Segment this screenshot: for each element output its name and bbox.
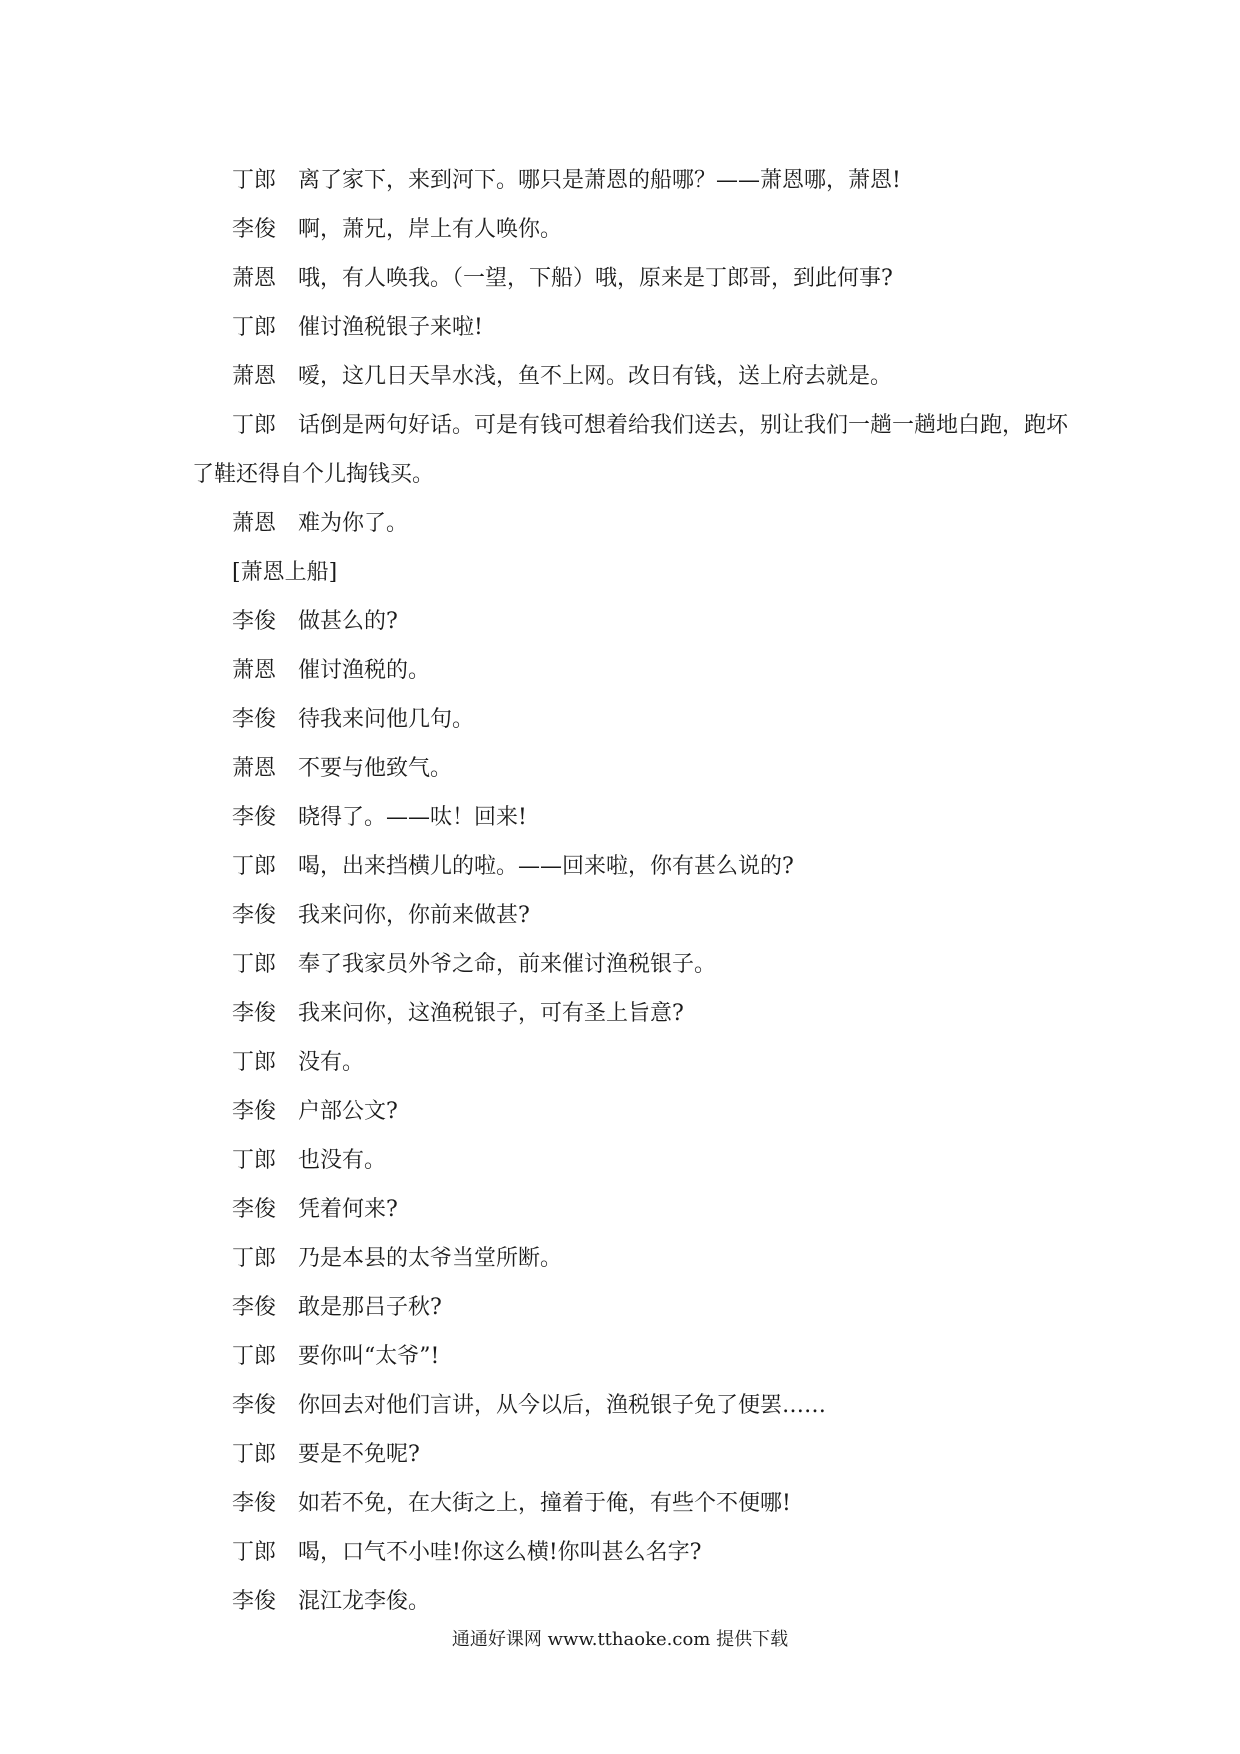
dialogue-line <box>192 1577 1072 1626</box>
script-body <box>192 156 1072 1626</box>
dialogue-line <box>192 646 1072 695</box>
dialogue-line <box>192 156 1072 205</box>
speaker-name: 李俊 <box>232 1589 277 1614</box>
dialogue-text: 嗳，这几日天旱水浅，鱼不上网。改日有钱，送上府去就是。 <box>298 364 893 389</box>
dialogue-text: 做甚么的? <box>298 609 398 634</box>
speaker-name: 李俊 <box>232 217 277 242</box>
speaker-name: 丁郎 <box>232 1246 277 1271</box>
speaker-name: 李俊 <box>232 1197 277 1222</box>
speaker-name: 李俊 <box>232 903 277 928</box>
dialogue-text: 如若不免，在大街之上，撞着于俺，有些个不便哪! <box>298 1491 791 1516</box>
dialogue-line <box>192 842 1072 891</box>
dialogue-text: 话倒是两句好话。可是有钱可想着给我们送去，别让我们一趟一趟地白跑，跑坏 <box>298 413 1069 438</box>
dialogue-line <box>192 499 1072 548</box>
dialogue-text: 喝，口气不小哇!你这么横!你叫甚么名字? <box>298 1540 702 1565</box>
dialogue-continuation: 了鞋还得自个儿掏钱买。 <box>192 462 435 487</box>
dialogue-text: 难为你了。 <box>298 511 409 536</box>
dialogue-text: 哦，有人唤我。（一望，下船）哦，原来是丁郎哥，到此何事? <box>298 266 893 291</box>
dialogue-line <box>192 303 1072 352</box>
speaker-name: 李俊 <box>232 609 277 634</box>
speaker-name: 丁郎 <box>232 952 277 977</box>
dialogue-text: 要你叫“太爷”! <box>298 1344 440 1369</box>
speaker-name: 李俊 <box>232 1001 277 1026</box>
speaker-name: 丁郎 <box>232 1442 277 1467</box>
speaker-name: 李俊 <box>232 1099 277 1124</box>
page-footer: 通通好课网 www.tthaoke.com 提供下载 <box>451 1629 789 1650</box>
dialogue-text: 敢是那吕子秋? <box>298 1295 442 1320</box>
dialogue-line <box>192 1528 1072 1577</box>
speaker-name: 丁郎 <box>232 1148 277 1173</box>
dialogue-text: 待我来问他几句。 <box>298 707 475 732</box>
dialogue-text: 没有。 <box>298 1050 365 1075</box>
speaker-name: 萧恩 <box>232 658 277 683</box>
dialogue-line <box>192 744 1072 793</box>
speaker-name: 萧恩 <box>232 511 277 536</box>
dialogue-text: 催讨渔税的。 <box>298 658 431 683</box>
stage-direction: [萧恩上船] <box>232 560 338 585</box>
dialogue-line <box>192 1430 1072 1479</box>
dialogue-line <box>192 1234 1072 1283</box>
dialogue-line <box>192 1136 1072 1185</box>
dialogue-line <box>192 254 1072 303</box>
dialogue-line <box>192 401 1072 450</box>
dialogue-text: 奉了我家员外爷之命，前来催讨渔税银子。 <box>298 952 717 977</box>
dialogue-text: 催讨渔税银子来啦! <box>298 315 483 340</box>
speaker-name: 萧恩 <box>232 364 277 389</box>
dialogue-text: 混江龙李俊。 <box>298 1589 431 1614</box>
dialogue-line <box>192 1479 1072 1528</box>
speaker-name: 萧恩 <box>232 266 277 291</box>
speaker-name: 丁郎 <box>232 854 277 879</box>
speaker-name: 丁郎 <box>232 1344 277 1369</box>
dialogue-line <box>192 205 1072 254</box>
dialogue-line <box>192 793 1072 842</box>
dialogue-text: 我来问你，这渔税银子，可有圣上旨意? <box>298 1001 684 1026</box>
dialogue-text: 我来问你，你前来做甚? <box>298 903 530 928</box>
dialogue-line <box>192 989 1072 1038</box>
dialogue-text: 要是不免呢? <box>298 1442 420 1467</box>
dialogue-text: 晓得了。——呔！回来! <box>298 805 527 830</box>
speaker-name: 丁郎 <box>232 413 277 438</box>
dialogue-text: 户部公文? <box>298 1099 398 1124</box>
dialogue-line <box>192 1087 1072 1136</box>
dialogue-text: 乃是本县的太爷当堂所断。 <box>298 1246 563 1271</box>
dialogue-line <box>192 597 1072 646</box>
dialogue-text: 凭着何来? <box>298 1197 398 1222</box>
speaker-name: 丁郎 <box>232 168 277 193</box>
dialogue-line <box>192 1283 1072 1332</box>
speaker-name: 丁郎 <box>232 315 277 340</box>
dialogue-text: 你回去对他们言讲，从今以后，渔税银子免了便罢…… <box>298 1393 827 1418</box>
dialogue-text: 离了家下，来到河下。哪只是萧恩的船哪？——萧恩哪，萧恩! <box>298 168 901 193</box>
dialogue-line <box>192 1381 1072 1430</box>
dialogue-line <box>192 352 1072 401</box>
dialogue-text: 啊，萧兄，岸上有人唤你。 <box>298 217 563 242</box>
speaker-name: 丁郎 <box>232 1540 277 1565</box>
dialogue-line <box>192 1038 1072 1087</box>
dialogue-text: 喝，出来挡横儿的啦。——回来啦，你有甚么说的? <box>298 854 794 879</box>
speaker-name: 李俊 <box>232 1295 277 1320</box>
dialogue-text: 不要与他致气。 <box>298 756 453 781</box>
dialogue-line <box>192 695 1072 744</box>
speaker-name: 李俊 <box>232 1393 277 1418</box>
speaker-name: 李俊 <box>232 707 277 732</box>
speaker-name: 李俊 <box>232 805 277 830</box>
dialogue-line <box>192 891 1072 940</box>
dialogue-line <box>192 1332 1072 1381</box>
speaker-name: 萧恩 <box>232 756 277 781</box>
dialogue-line <box>192 940 1072 989</box>
speaker-name: 丁郎 <box>232 1050 277 1075</box>
dialogue-line <box>192 1185 1072 1234</box>
speaker-name: 李俊 <box>232 1491 277 1516</box>
dialogue-text: 也没有。 <box>298 1148 387 1173</box>
